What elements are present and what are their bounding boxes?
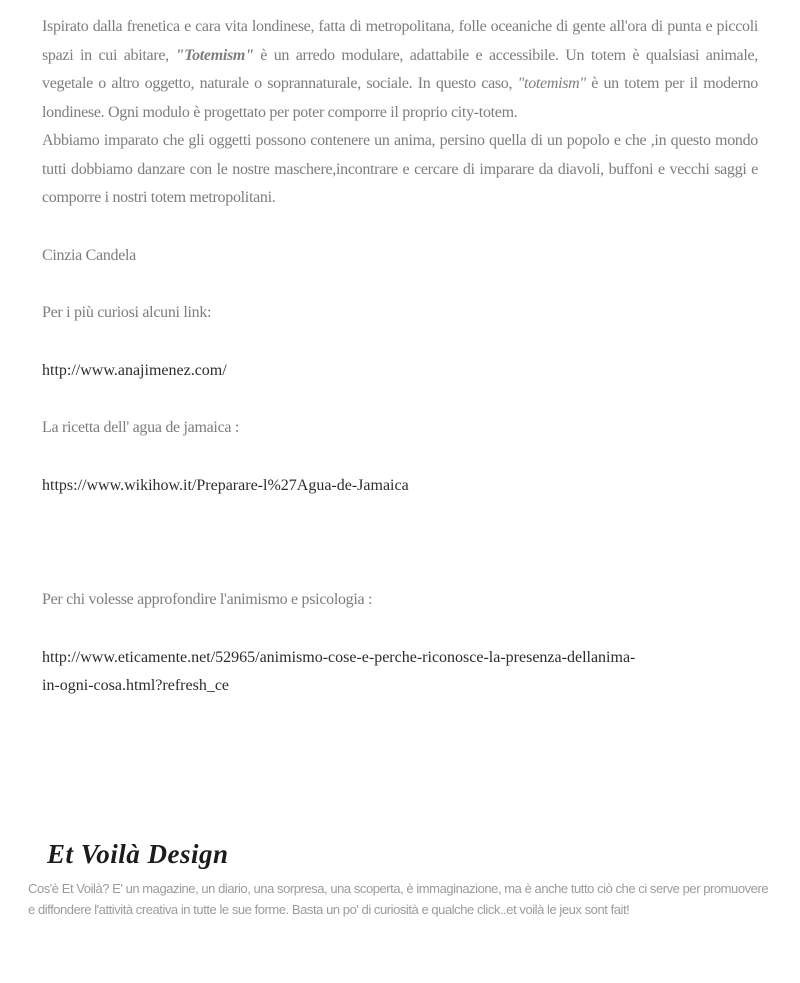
- site-footer: [0, 838, 800, 921]
- animism-intro: Per chi volesse approfondire l'animismo e psicologia :: [42, 591, 373, 608]
- link-paragraph: [42, 472, 758, 501]
- author-name: Cinzia Candela: [42, 246, 136, 264]
- eticamente-link-line2: in-ogni-cosa.html?refresh_ce: [42, 677, 230, 694]
- article-body: [42, 13, 758, 701]
- intro-paragraph: [42, 13, 758, 213]
- anajimenez-link[interactable]: http://www.anajimenez.com/: [42, 361, 227, 379]
- footer-brand-title: Et Voilà Design: [47, 838, 229, 869]
- second-paragraph-text: Abbiamo imparato che gli oggetti possono contenere un anima, persino quella di un popolo e che ,in questo mondo tutti dobbiamo danzare con le nostre maschere,incontrare e cercare di imparare da diavoli, buffoni e vecchi saggi e comporre i nostri totem metropolitani.: [42, 132, 758, 206]
- intro-text-part3: è un totem per il moderno londinese. Ogni modulo è progettato per poter comporre il proprio city-totem.: [42, 75, 759, 121]
- totemism-italic: "totemism": [517, 75, 586, 92]
- intro-text-part2: è un arredo modulare, adattabile e accessibile. Un totem è qualsiasi animale, vegetale o altro oggetto, naturale o soprannaturale, sociale. In questo caso,: [42, 46, 759, 92]
- link-paragraph: [42, 357, 758, 386]
- footer-about-text: Cos'è Et Voilà? E' un magazine, un diario, una sorpresa, una scoperta, è immaginazione, ma è anche tutto ciò che ci serve per promuovere e diffondere l'attività creativa in tutte le sue forme. Basta un po' di curiosità e qualche click..et voilà le jeux sont fait!: [28, 880, 769, 918]
- eticamente-link-line1: http://www.eticamente.net/52965/animismo-cose-e-perche-riconosce-la-presenza-dellanima-: [42, 648, 636, 666]
- link-paragraph: [42, 644, 758, 701]
- eticamente-link[interactable]: [42, 649, 635, 695]
- intro-text-part1: Ispirato dalla frenetica e cara vita londinese, fatta di metropolitana, folle oceaniche di gente all'ora di punta e piccoli spazi in cui abitare,: [42, 18, 758, 64]
- links-intro: Per i più curiosi alcuni link:: [42, 304, 212, 321]
- recipe-intro: La ricetta dell' agua de jamaica :: [42, 419, 240, 436]
- wikihow-link[interactable]: https://www.wikihow.it/Preparare-l%27Agua-de-Jamaica: [42, 476, 409, 494]
- totemism-bold-italic: "Totemism": [175, 46, 254, 64]
